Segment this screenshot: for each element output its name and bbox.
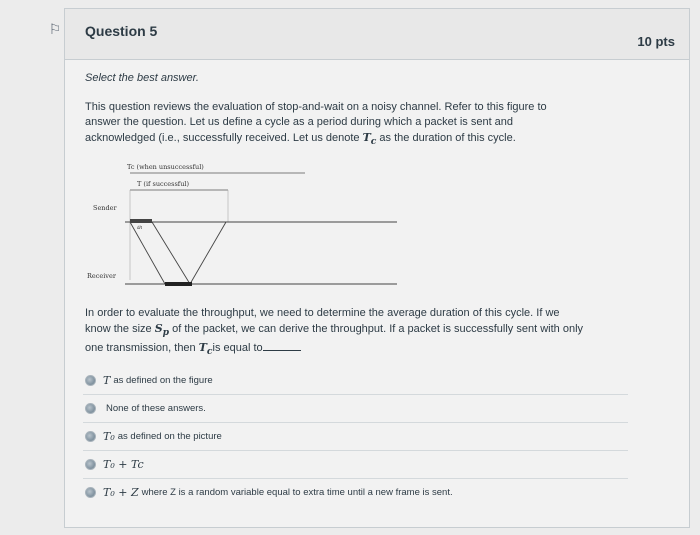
answer-math: T₀ (103, 430, 115, 443)
followup-paragraph (85, 306, 585, 359)
label-sender: Sender (93, 204, 117, 212)
followup-text-2: of the packet, we can derive the throughput. If a packet is successfully sent with only one transmission, then (85, 323, 584, 355)
radio-button[interactable] (85, 403, 96, 414)
question-points: 10 pts (637, 34, 675, 49)
answer-blank (263, 341, 301, 351)
radio-button[interactable] (85, 459, 96, 470)
answer-math: T₀ + Z (103, 486, 139, 499)
answer-text: None of these answers. (106, 403, 206, 414)
data-frame-block (130, 219, 152, 223)
question-header (65, 9, 689, 60)
stop-and-wait-diagram (85, 162, 405, 297)
flag-question-icon[interactable]: ⚐ (48, 21, 62, 37)
answer-option[interactable] (83, 394, 628, 422)
followup-variable-sp: $S_p$ (154, 322, 170, 339)
frame-line-1 (130, 222, 165, 284)
question-card (64, 8, 690, 528)
answer-option[interactable] (83, 450, 628, 478)
radio-button[interactable] (85, 375, 96, 386)
followup-text-1: In order to evaluate the throughput, we need to determine the average duration of this cycle. If we know the size (85, 307, 560, 335)
label-data: d/t (137, 225, 143, 230)
followup-variable-tc: $T_c$ (198, 341, 213, 358)
question-body (85, 71, 585, 149)
received-frame-block (165, 282, 192, 286)
ack-line (190, 222, 226, 284)
label-unsuccessful: Tc (when unsuccessful) (127, 163, 204, 171)
answer-text: as defined on the figure (113, 375, 213, 386)
intro-text: This question reviews the evaluation of stop-and-wait on a noisy channel. Refer to this figure to answer the question. Let us define a cycle as a period during which a packet is sent and acknowledged (i.e., successfully received. Let us denote (85, 101, 547, 144)
answer-math: T₀ + Tc (103, 458, 144, 471)
answer-option[interactable] (83, 478, 628, 506)
question-title: Question 5 (85, 23, 158, 39)
label-receiver: Receiver (87, 272, 116, 280)
answer-math: T (103, 374, 111, 387)
intro-paragraph (85, 100, 585, 149)
answer-option[interactable] (83, 422, 628, 450)
frame-line-2 (152, 222, 190, 284)
intro-end-text: as the duration of this cycle. (376, 132, 516, 144)
radio-button[interactable] (85, 487, 96, 498)
answer-option[interactable] (83, 367, 628, 394)
label-successful: T (if successful) (137, 180, 190, 188)
radio-button[interactable] (85, 431, 96, 442)
answer-text: as defined on the picture (117, 431, 222, 442)
answer-text: where Z is a random variable equal to extra time until a new frame is sent. (141, 487, 453, 498)
followup-text-3: is equal to (212, 342, 263, 355)
answer-list (83, 367, 628, 506)
intro-variable: $T_c$ (362, 131, 377, 148)
instruction-text: Select the best answer. (85, 72, 199, 84)
